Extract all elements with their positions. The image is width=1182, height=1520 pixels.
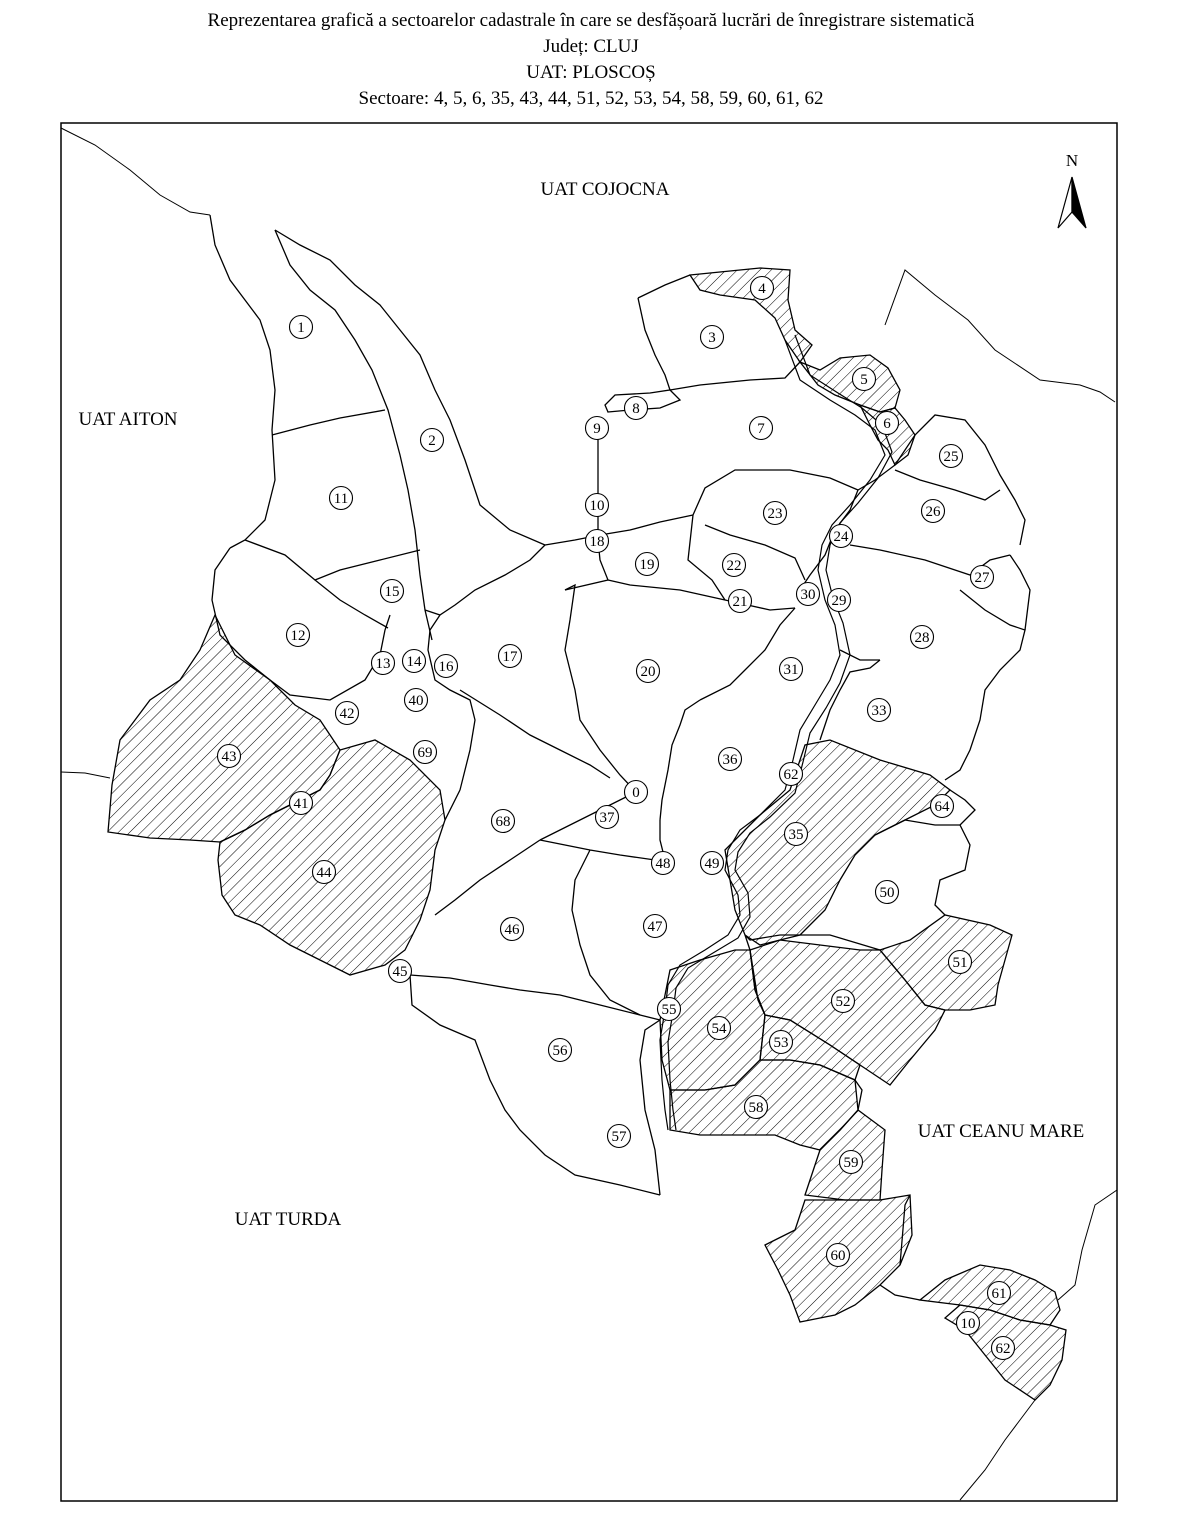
sector-marker-45 [389,960,412,983]
sector-marker-59 [840,1151,863,1174]
sector-marker-22 [723,554,746,577]
sector-marker-4 [751,277,774,300]
county-label: Județ: CLUJ [543,36,639,57]
sector-number: 56 [552,1043,568,1059]
sector-number: 5 [860,372,868,388]
sector-number: 40 [408,693,424,709]
sector-marker-30 [797,583,820,606]
highlighted-sectors [108,268,1066,1400]
sector-marker-16 [435,655,458,678]
sector-marker-25 [940,445,963,468]
sector-number: 60 [830,1248,846,1264]
sector-marker-49 [701,852,724,875]
sector-number: 15 [384,584,400,600]
sector-marker-37 [596,806,619,829]
neighbor-north: UAT COJOCNA [540,179,670,200]
sector-marker-60 [827,1244,850,1267]
sector-marker-40 [405,689,428,712]
sector-marker-50 [876,881,899,904]
sector-marker-0 [625,781,648,804]
sector-marker-61 [988,1282,1011,1305]
sector-number: 47 [647,919,663,935]
sector-number: 42 [339,706,355,722]
sector-number: 14 [406,654,422,670]
sector-marker-48 [652,852,675,875]
sector-number: 44 [316,865,332,881]
sector-marker-33 [868,699,891,722]
sector-marker-21 [729,590,752,613]
sector-marker-41 [290,792,313,815]
sector-marker-35 [785,823,808,846]
sector-marker-56 [549,1039,572,1062]
sector-marker-9 [586,417,609,440]
sector-marker-20 [637,660,660,683]
sector-marker-64 [931,795,954,818]
sector-marker-10 [957,1312,980,1335]
sector-number: 52 [835,994,851,1010]
sector-number: 54 [711,1021,727,1037]
sector-number: 31 [783,662,799,678]
sector-number: 48 [655,856,671,872]
sector-marker-8 [625,397,648,420]
sector-marker-19 [636,553,659,576]
sector-marker-1 [290,316,313,339]
sector-marker-7 [750,417,773,440]
sector-marker-17 [499,645,522,668]
sector-marker-51 [949,951,972,974]
sector-number: 43 [221,749,237,765]
sector-number: 29 [831,593,847,609]
sector-number: 64 [934,799,950,815]
sector-number: 28 [914,630,930,646]
sector-number: 19 [639,557,655,573]
sector-number: 22 [726,558,742,574]
sector-number: 57 [611,1129,627,1145]
sector-marker-13 [372,652,395,675]
sector-marker-44 [313,861,336,884]
sector-marker-57 [608,1125,631,1148]
sector-marker-5 [853,368,876,391]
sector-number: 68 [495,814,511,830]
sector-number: 10 [589,498,605,514]
sector-number: 55 [661,1002,677,1018]
sector-number: 69 [417,745,433,761]
uat-label: UAT: PLOSCOȘ [526,62,656,83]
sector-number: 62 [783,767,799,783]
sector-marker-68 [492,810,515,833]
sector-number: 12 [290,628,306,644]
sector-marker-2 [421,429,444,452]
sector-marker-29 [828,589,851,612]
sector-number: 26 [925,504,941,520]
sector-number: 33 [871,703,887,719]
map-title: Reprezentarea grafică a sectoarelor cadastrale în care se desfășoară lucrări de înregistrare sistematică [207,10,975,31]
sector-marker-54 [708,1017,731,1040]
sector-marker-26 [922,500,945,523]
neighbor-east: UAT CEANU MARE [917,1121,1085,1142]
sectors-list: Sectoare: 4, 5, 6, 35, 43, 44, 51, 52, 53, 54, 58, 59, 60, 61, 62 [358,88,824,109]
sector-number: 7 [757,421,765,437]
sector-marker-18 [586,530,609,553]
sector-marker-47 [644,915,667,938]
neighbor-south: UAT TURDA [234,1209,342,1230]
north-label: N [1065,151,1079,170]
sector-number: 49 [704,856,720,872]
sector-marker-36 [719,748,742,771]
sector-number: 0 [632,785,640,801]
sector-number: 18 [589,534,605,550]
sector-number: 46 [504,922,520,938]
sector-marker-46 [501,918,524,941]
sector-number: 16 [438,659,454,675]
sector-number: 20 [640,664,656,680]
sector-number: 59 [843,1155,859,1171]
sector-number: 2 [428,433,436,449]
sector-marker-12 [287,624,310,647]
sector-number: 62 [995,1341,1011,1357]
sector-number: 36 [722,752,738,768]
sector-marker-31 [780,658,803,681]
sector-number: 17 [502,649,518,665]
sector-marker-28 [911,626,934,649]
sector-number: 27 [974,570,990,586]
sector-marker-3 [701,326,724,349]
sector-number: 13 [375,656,391,672]
sector-marker-43 [218,745,241,768]
sector-number: 30 [800,587,816,603]
sector-number: 6 [883,416,891,432]
sector-number: 24 [833,529,849,545]
north-arrow-icon [1058,151,1086,228]
sector-number: 53 [773,1035,789,1051]
sector-number: 25 [943,449,959,465]
sector-marker-23 [764,502,787,525]
sector-number: 8 [632,401,640,417]
sector-number: 61 [991,1286,1007,1302]
sector-marker-14 [403,650,426,673]
sector-marker-58 [745,1096,768,1119]
sector-marker-55 [658,998,681,1021]
sector-number: 58 [748,1100,764,1116]
sector-marker-27 [971,566,994,589]
sector-marker-42 [336,702,359,725]
sector-marker-15 [381,580,404,603]
sector-marker-53 [770,1031,793,1054]
sector-number: 10 [960,1316,976,1332]
sector-number: 51 [952,955,968,971]
sector-marker-24 [830,525,853,548]
sector-number: 11 [333,491,349,507]
sector-number: 41 [293,796,309,812]
neighbor-west: UAT AITON [78,409,178,430]
sector-number: 23 [767,506,783,522]
sector-marker-62 [992,1337,1015,1360]
sector-number: 4 [758,281,766,297]
sector-number: 3 [708,330,716,346]
sector-marker-62 [780,763,803,786]
sector-number: 35 [788,827,804,843]
sector-number: 9 [593,421,601,437]
sector-marker-52 [832,990,855,1013]
sector-number: 45 [392,964,408,980]
sector-number: 1 [297,320,305,336]
sector-number: 50 [879,885,895,901]
sector-number: 21 [732,594,748,610]
sector-marker-6 [876,412,899,435]
sector-number: 37 [599,810,615,826]
sector-marker-69 [414,741,437,764]
sector-marker-10 [586,494,609,517]
sector-marker-11 [330,487,353,510]
